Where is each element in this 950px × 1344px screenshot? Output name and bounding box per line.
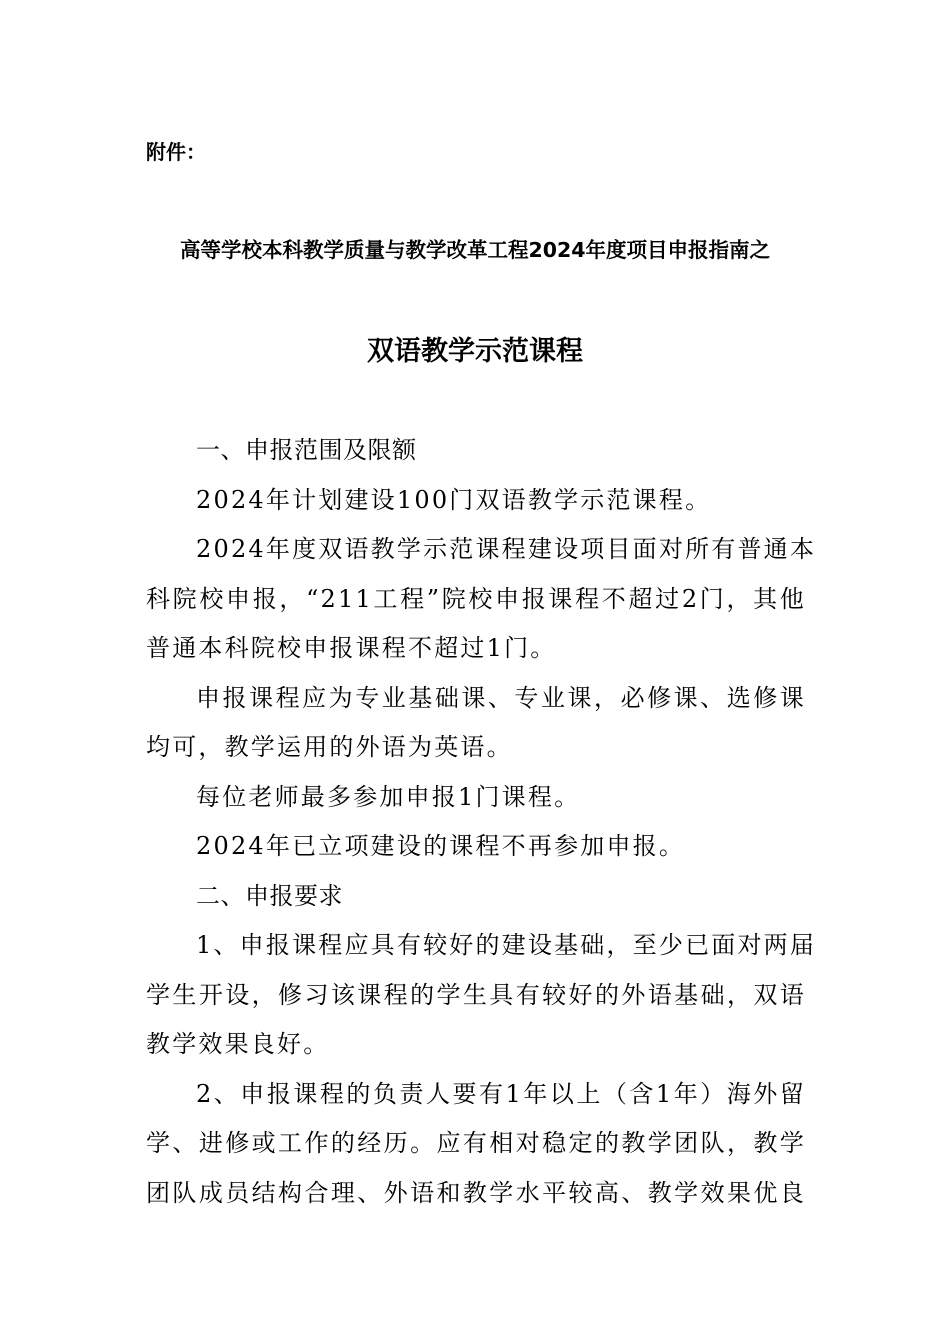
paragraph-line: 学生开设，修习该课程的学生具有较好的外语基础，双语: [146, 980, 806, 1009]
paragraph-line: 2024年计划建设100门双语教学示范课程。: [196, 485, 712, 514]
paragraph-line: 2、申报课程的负责人要有1年以上（含1年）海外留: [196, 1079, 806, 1108]
attachment-label: 附件：: [146, 140, 206, 164]
document-subtitle: 高等学校本科教学质量与教学改革工程2024年度项目申报指南之: [179, 238, 771, 262]
section-heading-requirements: 二、申报要求: [196, 881, 343, 910]
paragraph-line: 科院校申报，“211工程”院校申报课程不超过2门，其他: [146, 584, 806, 613]
paragraph-line: 普通本科院校申报课程不超过1门。: [146, 634, 557, 662]
paragraph-line: 申报课程应为专业基础课、专业课，必修课、选修课: [196, 683, 806, 712]
document-body: [146, 426, 817, 1218]
paragraph-line: 2024年已立项建设的课程不再参加申报。: [196, 832, 686, 860]
paragraph-line: 均可，教学运用的外语为英语。: [146, 733, 513, 761]
paragraph-line: 学、进修或工作的经历。应有相对稳定的教学团队，教学: [146, 1129, 806, 1157]
paragraph-line: 每位老师最多参加申报1门课程。: [196, 782, 581, 811]
paragraph-line: 团队成员结构合理、外语和教学水平较高、教学效果优良: [146, 1178, 806, 1207]
section-heading-scope: 一、申报范围及限额: [196, 436, 417, 464]
document-title: 双语教学示范课程: [367, 336, 583, 367]
paragraph-line: 2024年度双语教学示范课程建设项目面对所有普通本: [196, 535, 817, 563]
paragraph-line: 1、申报课程应具有较好的建设基础，至少已面对两届: [196, 931, 817, 959]
paragraph-line: 教学效果良好。: [146, 1030, 330, 1058]
